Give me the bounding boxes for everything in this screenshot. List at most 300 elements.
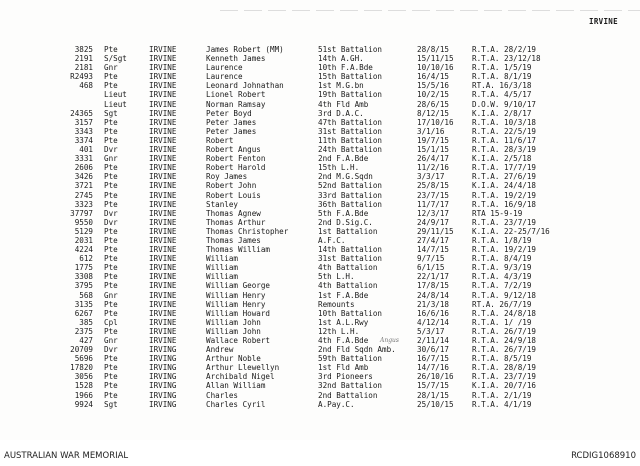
unit: 12th L.H. [318,326,360,336]
rank: Pte [104,245,118,255]
record-row [0,154,640,163]
surname: IRVINE [149,163,177,173]
record-row [0,136,640,145]
unit: 5th F.A.Bde [318,208,369,218]
surname: IRVINE [149,199,177,209]
rank: Pte [104,372,118,382]
record-row [0,90,640,99]
fate: K.I.A. 20/7/16 [472,381,537,391]
rank: Pte [104,263,118,273]
record-row [0,318,640,327]
unit: 1st Battalion [318,226,378,236]
enlistment-date: 16/7/15 [417,354,450,364]
record-row [0,372,640,381]
surname: IRVINE [149,245,177,255]
service-number: 3308 [74,272,93,282]
unit: 3rd D.A.C. [318,108,364,118]
service-number: 3331 [74,154,93,164]
record-row [0,391,640,400]
fate: R.T.A. 8/4/19 [472,254,532,264]
service-number: 1775 [74,263,93,273]
given-names: Arthur Noble [206,354,261,364]
rank: Gnr [104,290,118,300]
given-names: Thomas Agnew [206,208,261,218]
rank: Pte [104,72,118,82]
rank: Pte [104,190,118,200]
record-id: RCDIG1068910 [571,451,636,461]
given-names: Thomas Christopher [206,226,289,236]
service-number: 2181 [74,63,93,73]
surname: IRVING [149,345,177,355]
rank: Dvr [104,217,118,227]
rank: Dvr [104,208,118,218]
record-row [0,100,640,109]
unit: 2nd D.Sig.C. [318,217,373,227]
surname: IRVINE [149,299,177,309]
service-number: 6267 [74,308,93,318]
record-row [0,245,640,254]
given-names: Norman Ramsay [206,99,266,109]
fate: R.T.A. 1/5/19 [472,63,532,73]
surname: IRVINE [149,54,177,64]
given-names: Robert Angus [206,145,261,155]
fate: R.T.A. 24/9/18 [472,336,537,345]
surname: IRVINE [149,317,177,327]
given-names: Robert Louis [206,190,261,200]
fate: R.T.A. 23/12/18 [472,54,541,64]
given-names: William Henry [206,299,266,309]
unit: 47th Battalion [318,117,383,127]
enlistment-date: 16/6/16 [417,308,450,318]
record-row [0,172,640,181]
fate: K.I.A. 22-25/7/16 [472,226,550,236]
given-names: Robert Harold [206,163,266,173]
service-number: 24365 [70,108,93,118]
unit: A.Pay.C. [318,399,355,409]
service-number: 3825 [74,45,93,54]
surname: IRVINE [149,190,177,200]
records-list [0,45,640,409]
record-row [0,291,640,300]
fate: R.T.A. 11/6/17 [472,135,537,145]
service-number: 3323 [74,199,93,209]
enlistment-date: 9/7/15 [417,254,445,264]
record-row [0,127,640,136]
fate: R.T.A. 8/1/19 [472,72,532,82]
service-number: 2191 [74,54,93,64]
record-row [0,400,640,409]
record-row [0,381,640,390]
service-number: 1966 [74,390,93,400]
service-number: 3721 [74,181,93,191]
unit: Remounts [318,299,355,309]
unit: 4th Battalion [318,281,378,291]
surname: IRVINE [149,90,177,100]
enlistment-date: 2/11/14 [417,336,450,345]
unit: 33rd Battalion [318,190,383,200]
record-row [0,181,640,190]
given-names: Andrew [206,345,234,355]
unit: 4th F.A.Bde [318,336,369,345]
service-number: 3343 [74,126,93,136]
surname: IRVING [149,381,177,391]
fate: R.T.A. 28/8/19 [472,363,537,373]
surname: IRVING [149,399,177,409]
enlistment-date: 14/7/15 [417,245,450,255]
record-row [0,254,640,263]
given-names: William George [206,281,271,291]
record-row [0,300,640,309]
service-number: 385 [79,317,93,327]
fate: RTA 15-9-19 [472,208,523,218]
rank: Pte [104,45,118,54]
rank: Pte [104,390,118,400]
enlistment-date: 28/6/15 [417,99,450,109]
rank: Pte [104,381,118,391]
enlistment-date: 3/1/16 [417,126,445,136]
given-names: William [206,272,239,282]
surname: IRVINE [149,217,177,227]
surname: IRVINE [149,81,177,91]
unit: 19th Battalion [318,90,383,100]
fate: R.T.A. 1/8/19 [472,235,532,245]
record-row [0,345,640,354]
enlistment-date: 12/3/17 [417,208,450,218]
enlistment-date: 29/11/15 [417,226,454,236]
enlistment-date: 17/10/16 [417,117,454,127]
rank: Sgt [104,399,118,409]
rank: Pte [104,117,118,127]
unit: 15th Battalion [318,72,383,82]
institution-label: AUSTRALIAN WAR MEMORIAL [4,451,129,461]
given-names: William [206,254,239,264]
unit: 14th Battalion [318,245,383,255]
surname: IRVINE [149,145,177,155]
unit: 2nd F.A.Bde [318,154,369,164]
surname: IRVINE [149,254,177,264]
enlistment-date: 11/7/17 [417,199,450,209]
fate: R.T.A. 17/7/19 [472,163,537,173]
surname: IRVINE [149,308,177,318]
enlistment-date: 16/4/15 [417,72,450,82]
fate: R.T.A. 19/2/19 [472,190,537,200]
rank: Pte [104,299,118,309]
unit: 10th Battalion [318,308,383,318]
enlistment-date: 27/4/17 [417,235,450,245]
enlistment-date: 30/6/17 [417,345,450,355]
fate: R.T.A. 4/1/19 [472,399,532,409]
enlistment-date: 15/5/16 [417,81,450,91]
given-names: Lionel Robert [206,90,266,100]
enlistment-date: 28/1/15 [417,390,450,400]
fate: R.T.A. 2/1/19 [472,390,532,400]
enlistment-date: 5/3/17 [417,326,445,336]
surname: IRVINE [149,326,177,336]
enlistment-date: 25/10/15 [417,399,454,409]
record-row [0,227,640,236]
surname: IRVINE [149,63,177,73]
service-number: 9550 [74,217,93,227]
record-row [0,45,640,54]
record-row [0,200,640,209]
unit: 31st Battalion [318,254,383,264]
fate: R.T.A. 10/3/18 [472,117,537,127]
enlistment-date: 25/8/15 [417,181,450,191]
fate: R.T.A. 22/5/19 [472,126,537,136]
given-names: Laurence [206,63,243,73]
rank: Gnr [104,63,118,73]
enlistment-date: 19/7/15 [417,135,450,145]
given-names: Peter Boyd [206,108,252,118]
enlistment-date: 17/8/15 [417,281,450,291]
rank: Gnr [104,336,118,345]
enlistment-date: 21/3/18 [417,299,450,309]
enlistment-date: 10/10/16 [417,63,454,73]
given-names: William Henry [206,290,266,300]
enlistment-date: 15/1/15 [417,145,450,155]
record-row [0,54,640,63]
unit: 1st A.L.Rwy [318,317,369,327]
rank: Gnr [104,154,118,164]
rank: Pte [104,235,118,245]
record-row [0,309,640,318]
surname: IRVINE [149,272,177,282]
enlistment-date: 24/9/17 [417,217,450,227]
record-row [0,145,640,154]
given-names: William Howard [206,308,271,318]
given-names: William John [206,326,261,336]
unit: 2nd Fld Sqdn Amb. [318,345,396,355]
scan-artifact [220,10,640,11]
service-number: 2031 [74,235,93,245]
surname: IRVINE [149,235,177,245]
enlistment-date: 8/12/15 [417,108,450,118]
service-number: 9924 [74,399,93,409]
enlistment-date: 15/11/15 [417,54,454,64]
service-number: 3135 [74,299,93,309]
unit: 51st Battalion [318,45,383,54]
unit: 32nd Battalion [318,381,383,391]
rank: Lieut [104,90,127,100]
fate: R.T.A. 8/5/19 [472,354,532,364]
given-names: Allan William [206,381,266,391]
service-number: 5696 [74,354,93,364]
surname: IRVINE [149,208,177,218]
surname: IRVINE [149,181,177,191]
record-row [0,327,640,336]
record-row [0,72,640,81]
fate: R.T.A. 16/9/18 [472,199,537,209]
given-names: Leonard Johnathan [206,81,284,91]
record-row [0,336,640,345]
given-names: Robert [206,135,234,145]
surname: IRVINE [149,154,177,164]
enlistment-date: 3/3/17 [417,172,445,182]
given-names: Roy James [206,172,248,182]
unit: 5th L.H. [318,272,355,282]
record-row [0,363,640,372]
record-row [0,236,640,245]
given-names: Charles Cyril [206,399,266,409]
handwritten-note: Angus [380,337,399,344]
fate: K.I.A. 2/5/18 [472,154,532,164]
rank: Pte [104,81,118,91]
record-row [0,281,640,290]
rank: Pte [104,308,118,318]
surname: IRVINE [149,126,177,136]
given-names: Wallace Robert [206,336,271,345]
given-names: Robert John [206,181,257,191]
service-number: 17820 [70,363,93,373]
unit: 4th Battalion [318,263,378,273]
surname: IRVINE [149,108,177,118]
record-row [0,63,640,72]
record-row [0,118,640,127]
unit: 36th Battalion [318,199,383,209]
surname: IRVING [149,372,177,382]
fate: R.T.A. 7/2/19 [472,281,532,291]
surname: IRVINE [149,336,177,345]
service-number: 401 [79,145,93,155]
rank: Dvr [104,345,118,355]
fate: K.I.A. 24/4/18 [472,181,537,191]
given-names: Charles [206,390,239,400]
record-row [0,81,640,90]
surname: IRVINE [149,117,177,127]
given-names: Kenneth James [206,54,266,64]
unit: 4th Fld Amb [318,99,369,109]
surname: IRVINE [149,290,177,300]
service-number: 37797 [70,208,93,218]
given-names: Stanley [206,199,239,209]
given-names: Robert Fenton [206,154,266,164]
surname: IRVINE [149,99,177,109]
surname: IRVINE [149,45,177,54]
unit: 10th F.A.Bde [318,63,373,73]
fate: R.T.A. 4/3/19 [472,272,532,282]
fate: R.T.A. 28/3/19 [472,145,537,155]
service-number: 4224 [74,245,93,255]
footer [0,440,640,466]
service-number: R2493 [70,72,93,82]
enlistment-date: 14/7/16 [417,363,450,373]
record-row [0,163,640,172]
enlistment-date: 23/7/15 [417,190,450,200]
unit: 3rd Pioneers [318,372,373,382]
fate: R.T.A. 27/6/19 [472,172,537,182]
record-row [0,109,640,118]
service-number: 1528 [74,381,93,391]
rank: Pte [104,363,118,373]
record-row [0,191,640,200]
fate: K.I.A. 2/8/17 [472,108,532,118]
fate: R.T.A. 9/12/18 [472,290,537,300]
unit: 1st F.A.Bde [318,290,369,300]
service-number: 3374 [74,135,93,145]
unit: 24th Battalion [318,145,383,155]
record-row [0,263,640,272]
rank: Pte [104,272,118,282]
rank: Sgt [104,108,118,118]
given-names: Peter James [206,117,257,127]
surname: IRVINE [149,135,177,145]
surname: IRVING [149,363,177,373]
fate: D.O.W. 9/10/17 [472,99,537,109]
rank: Pte [104,354,118,364]
rank: Pte [104,281,118,291]
unit: 59th Battalion [318,354,383,364]
page-header-surname: IRVINE [589,17,618,26]
unit: 11th Battalion [318,135,383,145]
service-number: 468 [79,81,93,91]
rank: Pte [104,326,118,336]
record-row [0,209,640,218]
given-names: Thomas James [206,235,261,245]
service-number: 5129 [74,226,93,236]
given-names: Archibald Nigel [206,372,275,382]
fate: R.T.A. 26/7/19 [472,326,537,336]
fate: R.T.A. 24/8/18 [472,308,537,318]
unit: A.F.C. [318,235,346,245]
service-number: 3056 [74,372,93,382]
fate: R.T.A. 23/7/19 [472,217,537,227]
enlistment-date: 6/1/15 [417,263,445,273]
unit: 31st Battalion [318,126,383,136]
surname: IRVING [149,390,177,400]
given-names: James Robert (MM) [206,45,284,54]
enlistment-date: 15/7/15 [417,381,450,391]
rank: Pte [104,226,118,236]
unit: 14th A.GH. [318,54,364,64]
fate: R.T.A. 19/2/19 [472,245,537,255]
fate: R.T.A. 9/3/19 [472,263,532,273]
given-names: Arthur Llewellyn [206,363,280,373]
rank: Pte [104,126,118,136]
service-number: 3795 [74,281,93,291]
fate: RT.A. 16/3/18 [472,81,532,91]
rank: Dvr [104,145,118,155]
enlistment-date: 22/1/17 [417,272,450,282]
service-number: 2375 [74,326,93,336]
rank: Cpl [104,317,118,327]
rank: Pte [104,135,118,145]
given-names: Laurence [206,72,243,82]
service-number: 612 [79,254,93,264]
enlistment-date: 24/8/14 [417,290,450,300]
fate: R.T.A. 28/2/19 [472,45,537,54]
record-row [0,354,640,363]
unit: 15th L.H. [318,163,360,173]
fate: R.T.A. 1/ /19 [472,317,532,327]
surname: IRVINE [149,281,177,291]
surname: IRVINE [149,263,177,273]
rank: Pte [104,254,118,264]
unit: 1st Fld Amb [318,363,369,373]
enlistment-date: 26/4/17 [417,154,450,164]
service-number: 427 [79,336,93,345]
fate: R.T.A. 4/5/17 [472,90,532,100]
surname: IRVINE [149,226,177,236]
service-number: 20709 [70,345,93,355]
rank: Pte [104,163,118,173]
service-number: 3426 [74,172,93,182]
rank: Pte [104,172,118,182]
service-number: 3157 [74,117,93,127]
enlistment-date: 4/12/14 [417,317,450,327]
surname: IRVING [149,354,177,364]
rank: Lieut [104,99,127,109]
given-names: Thomas Arthur [206,217,266,227]
